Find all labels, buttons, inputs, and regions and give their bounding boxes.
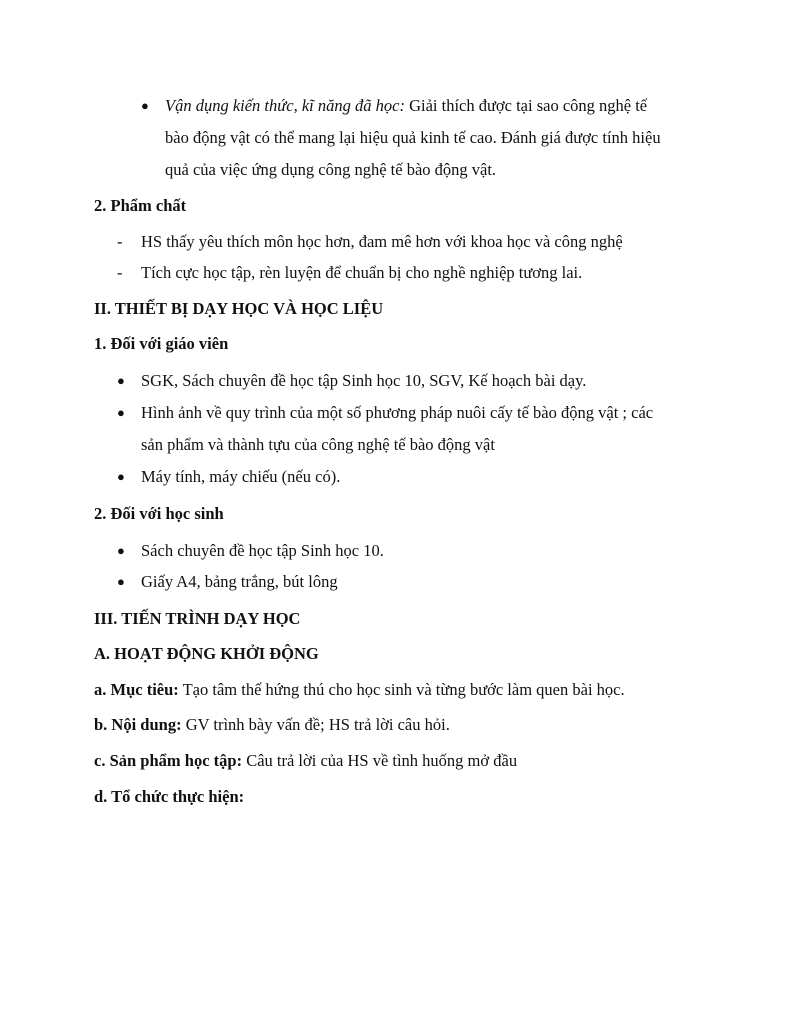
student-item-2: Giấy A4, bảng trắng, bút lông	[141, 572, 338, 591]
activity-heading: A. HOẠT ĐỘNG KHỞI ĐỘNG	[94, 644, 319, 663]
intro-bullet-line-1	[165, 96, 647, 116]
intro-bullet-line-2: bào động vật có thể mang lại hiệu quả kinh tế cao. Đánh giá được tính hiệu	[165, 128, 661, 147]
content-text: GV trình bày vấn đề; HS trả lời câu hỏi.	[181, 715, 450, 734]
student-item-1: Sách chuyên đề học tập Sinh học 10.	[141, 541, 384, 560]
intro-bullet-line-3: quả của việc ứng dụng công nghệ tế bào động vật.	[165, 160, 497, 179]
product-label: c. Sản phẩm học tập:	[94, 751, 243, 770]
content-line	[94, 715, 450, 735]
equipment-heading: II. THIẾT BỊ DẠY HỌC VÀ HỌC LIỆU	[94, 299, 384, 318]
teacher-item-2-cont: sản phẩm và thành tựu của công nghệ tế bào động vật	[141, 435, 495, 454]
product-line	[94, 751, 517, 771]
qualities-item-1: HS thấy yêu thích môn học hơn, đam mê hơn với khoa học và công nghệ	[141, 232, 623, 251]
teacher-item-1: SGK, Sách chuyên đề học tập Sinh học 10, SGV, Kế hoạch bài dạy.	[141, 371, 587, 390]
bullet-icon: ●	[141, 98, 149, 113]
dash-marker: -	[117, 232, 123, 251]
content-label: b. Nội dung:	[94, 715, 182, 734]
product-text: Câu trả lời của HS về tình huống mở đầu	[242, 751, 518, 770]
teacher-item-2: Hình ảnh về quy trình của một số phương pháp nuôi cấy tế bào động vật ; các	[141, 403, 654, 422]
intro-bullet-text-1: Giải thích được tại sao công nghệ tế	[404, 96, 648, 115]
qualities-heading: 2. Phẩm chất	[94, 196, 187, 215]
teacher-item-3: Máy tính, máy chiếu (nếu có).	[141, 467, 341, 486]
objective-label: a. Mục tiêu:	[94, 680, 179, 699]
process-heading: III. TIẾN TRÌNH DẠY HỌC	[94, 609, 301, 628]
objective-text: Tạo tâm thế hứng thú cho học sinh và từng bước làm quen bài học.	[178, 680, 625, 699]
dash-marker: -	[117, 263, 123, 282]
bullet-icon: ●	[117, 469, 125, 484]
bullet-icon: ●	[117, 574, 125, 589]
teacher-heading: 1. Đối với giáo viên	[94, 334, 229, 353]
organization-label: d. Tổ chức thực hiện:	[94, 787, 245, 806]
qualities-item-2: Tích cực học tập, rèn luyện để chuẩn bị cho nghề nghiệp tương lai.	[141, 263, 583, 282]
bullet-icon: ●	[117, 543, 125, 558]
student-heading: 2. Đối với học sinh	[94, 504, 224, 523]
objective-line	[94, 680, 625, 700]
bullet-icon: ●	[117, 405, 125, 420]
intro-bullet-italic: Vận dụng kiến thức, kĩ năng đã học:	[165, 96, 405, 115]
bullet-icon: ●	[117, 373, 125, 388]
